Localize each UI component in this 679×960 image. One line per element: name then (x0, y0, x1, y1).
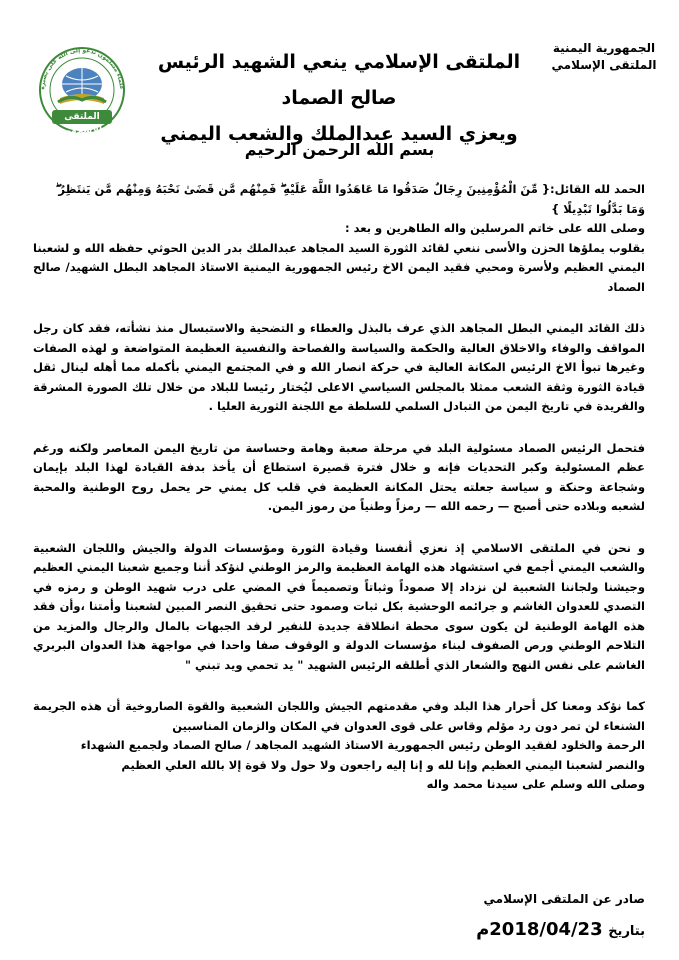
org-name: الملتقى الإسلامي (551, 58, 657, 72)
logo-label: الملتقى الإسلامي (61, 112, 103, 136)
headline (139, 44, 539, 152)
headline-line-1: الملتقى الإسلامي ينعي الشهيد الرئيس صالح الصماد (157, 51, 521, 109)
headline-line-2: ويعزي السيد عبدالملك والشعب اليمني (160, 123, 518, 145)
date-value: 2018/04/23م (476, 919, 603, 940)
closing-line-2: والنصر لشعبنا اليمني العظيم وإنا لله و إنا إليه راجعون ولا حول ولا قوة إلا بالله العلي العظيم (121, 757, 645, 772)
letterhead (0, 14, 679, 145)
issue-date (476, 919, 645, 940)
paragraph-3: و نحن في الملتقى الاسلامي إذ نعزي أنفسنا وقيادة الثورة ومؤسسات الدولة والجيش واللجان الشعبية والشعب اليمني أجمع في استشهاد هذه الهامة العظيمة والرمز الوطني لنؤكد أننا وجميع شعبنا اليمني العظيم وجيشنا ولجاننا الشعبية لن نزداد إلا صموداً وثباتاً وتصميماً في المضي على درب شهيد الوطن و رمزه في التصدي للعدوان الغاشم و جرائمه الوحشية بكل ثبات وصمود حتى تحقيق النصر المبين لشعبنا وأمتنا ،وأن فقد هذه الهامة الوطنية لن يكون سوى محطة انطلاقة جديدة للنفير لرفد الجبهات بالمال والرجال والمزيد من التلاحم الوطني ورص الصفوف لبناء مؤسسات الدولة و الوقوف صفا واحدا في مواجهة هذا العدوان البربري الغاشم على نفس النهج والشعار الذي أطلقه الرئيس الشهيد " يد تحمي ويد تبني " (33, 540, 645, 672)
paragraph-2: فتحمل الرئيس الصماد مسئولية البلد في مرحلة صعبة وهامة وحساسة من تاريخ اليمن المعاصر ولكنه ورغم عظم المسئولية وكبر التحديات فإنه و خلال فترة قصيرة استطاع أن يأخذ بدفة القيادة لهذا البلد بإيمان وشجاعة وحنكة و سياسة جعلته يحتل المكانة العظيمة في قلب كل يمني حر يحمل روح الوطنية والمحبة لشعبه وبلاده حتى أصبح — رحمه الله — رمزاً وطنياً من رموز اليمن. (33, 440, 645, 513)
issuer-signoff: صادر عن الملتقى الإسلامي (483, 892, 645, 906)
org-logo-icon (30, 40, 134, 136)
quote-line-2: وَمَا بَدَّلُوا تَبْدِيلًا } (551, 201, 645, 216)
quote-line-1: الحمد لله القائل:{ مِّنَ الْمُؤْمِنِينَ رِجَالٌ صَدَقُوا مَا عَاهَدُوا اللَّهَ عَلَيْهِ ۖ فَمِنْهُم مَّن قَضَىٰ نَحْبَهُ وَمِنْهُم مَّن يَنتَظِرُ ۖ (55, 182, 645, 196)
quran-quote (33, 180, 645, 239)
closing-line-1: الرحمة والخلود لفقيد الوطن رئيس الجمهورية الاستاذ الشهيد المجاهد / صالح الصماد ولجميع الشهداء (80, 738, 645, 752)
condolence-paragraph: بقلوب يملؤها الحزن والأسى ننعي لقائد الثورة السيد المجاهد عبدالملك بدر الدين الحوثي حفظه الله و لشعبنا اليمني العظيم ولأسرة ومحبي فقيد اليمن الاخ رئيس الجمهورية اليمنية الاستاذ المجاهد البطل الشهيد/ صالح الصماد (33, 240, 645, 294)
closing-line-3: وصلى الله وسلم على سيدنا محمد واله (426, 777, 645, 791)
country-name: الجمهورية اليمنية (552, 41, 656, 55)
paragraph-4: كما نؤكد ومعنا كل أحرار هذا البلد وفي مقدمتهم الجيش واللجان الشعبية والقوة الصاروخية أن هذه الجريمة الشنعاء لن تمر دون رد مؤلم وقاس على قوى العدوان في المكان والزمان المناسبين (33, 699, 645, 733)
logo-ring-text: علماء مسلمون ندعو إلى الله على بصيرة (38, 46, 126, 90)
paragraph-1: ذلك القائد اليمني البطل المجاهد الذي عرف بالبذل والعطاء و التضحية والاستبسال منذ نشأته، فقد كان رجل المواقف والوفاء والاخلاق العالية والحكمة والسياسة والفصاحة والنفسية العظيمة المتواضعة و لهذه الصفات وغيرها تبوأ الاخ الرئيس المكانة العالية في حركة انصار الله و في المجتمع اليمني بأكمله مما أهله لينال ثقل قيادة الثورة وثقة الشعب ممثلا بالمجلس السياسي الاعلى ليُختار رئيسا للبلاد من خلال تلك الصورة المشرقة والفريدة في تاريخ اليمن من التبادل السلمي للسلطة مع اللجنة الثورية العليا . (33, 321, 645, 413)
issuer-block (549, 40, 659, 74)
statement-body (33, 180, 645, 795)
basmala: بسم الله الرحمن الرحيم (244, 140, 435, 159)
date-label: بتاريخ (608, 924, 645, 939)
salutation: وصلى الله على خاتم المرسلين واله الطاهرين و بعد : (344, 221, 645, 235)
